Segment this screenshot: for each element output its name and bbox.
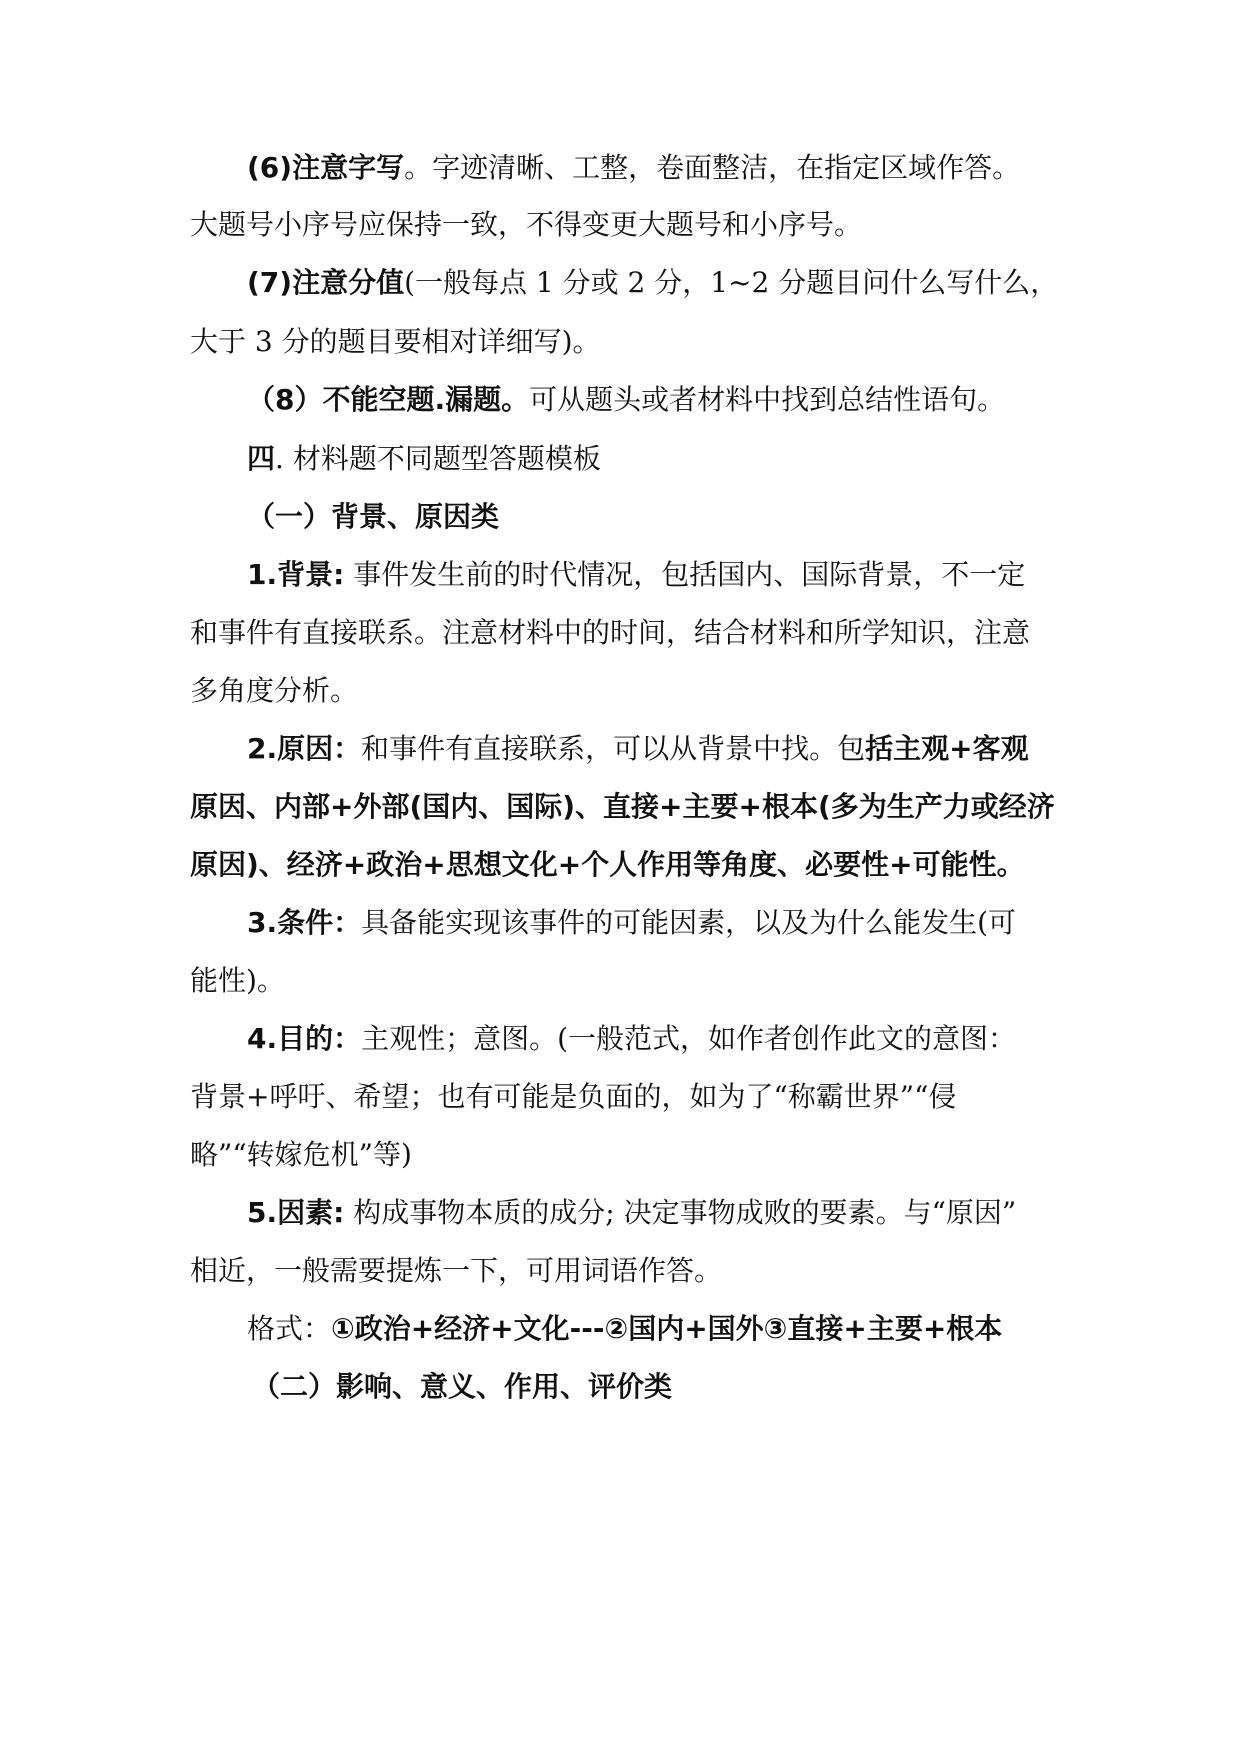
bold-heading: （一）背景、原因类 — [247, 500, 500, 533]
body-text: 格式： — [247, 1312, 332, 1345]
body-text: 主观性；意图。(一般范式，如作者创作此文的意图： — [361, 1022, 1017, 1055]
bold-text: 原因)、经济+政治+思想文化+个人作用等角度、必要性+可能性。 — [190, 848, 1025, 881]
subsection-heading-2 — [252, 1367, 672, 1407]
body-text: 具备能实现该事件的可能因素，以及为什么能发生(可 — [361, 906, 1017, 939]
paragraph-no-blank — [247, 380, 1005, 420]
bold-heading: (6)注意字写 — [247, 151, 405, 184]
text-line: 略”“转嫁危机”等) — [190, 1138, 412, 1171]
text-line: 背景+呼吁、希望；也有可能是负面的，如为了“称霸世界”“侵 — [190, 1080, 957, 1113]
paragraph-note-score — [247, 263, 1058, 303]
text-line: 和事件有直接联系。注意材料中的时间，结合材料和所学知识，注意 — [190, 616, 1031, 649]
body-text: 事件发生前的时代情况，包括国内、国际背景，不一定 — [344, 558, 1026, 591]
text-line: 相近，一般需要提炼一下，可用词语作答。 — [190, 1254, 723, 1287]
paragraph-factor — [247, 1193, 1016, 1233]
text-line: 能性)。 — [190, 964, 285, 997]
text-line-bold — [190, 787, 1055, 827]
text-line-bold — [190, 845, 1025, 885]
paragraph-background — [247, 555, 1025, 595]
bold-text: 原因、内部+外部(国内、国际)、直接+主要+根本(多为生产力或经济 — [190, 790, 1055, 823]
body-text: 可从题头或者材料中找到总结性语句。 — [529, 383, 1006, 416]
bold-heading: 四 — [247, 442, 276, 475]
text-line: 多角度分析。 — [190, 674, 359, 707]
bold-heading: 1.背景: — [247, 558, 345, 591]
body-text: 构成事物本质的成分; 决定事物成败的要素。与“原因” — [344, 1196, 1017, 1229]
bold-heading: （二）影响、意义、作用、评价类 — [252, 1370, 673, 1403]
body-text: (一般每点 1 分或 2 分，1~2 分题目问什么写什么， — [404, 266, 1059, 299]
bold-text: ①政治+经济+文化---②国内+国外③直接+主要+根本 — [331, 1312, 1003, 1345]
bold-heading: （8）不能空题.漏题。 — [247, 383, 530, 416]
bold-heading: (7)注意分值 — [247, 266, 405, 299]
body-text: 和事件有直接联系，可以从背景中找。包 — [361, 732, 866, 765]
body-text: 。字迹清晰、工整，卷面整洁，在指定区域作答。 — [404, 151, 1021, 184]
bold-heading: 3.条件： — [247, 906, 362, 939]
paragraph-purpose — [247, 1019, 1016, 1059]
section-heading-4 — [247, 439, 601, 479]
bold-text: 括主观+客观 — [865, 732, 1029, 765]
bold-heading: 2.原因： — [247, 732, 362, 765]
body-text: . 材料题不同题型答题模板 — [275, 442, 601, 475]
paragraph-condition — [247, 903, 1016, 943]
paragraph-note-writing — [247, 148, 1020, 188]
text-line: 大于 3 分的题目要相对详细写)。 — [190, 325, 601, 358]
subsection-heading-1 — [247, 497, 499, 537]
paragraph-reason — [247, 729, 1029, 769]
paragraph-format — [247, 1309, 1002, 1349]
bold-heading: 5.因素: — [247, 1196, 345, 1229]
text-line: 大题号小序号应保持一致，不得变更大题号和小序号。 — [190, 208, 863, 241]
bold-heading: 4.目的： — [247, 1022, 362, 1055]
